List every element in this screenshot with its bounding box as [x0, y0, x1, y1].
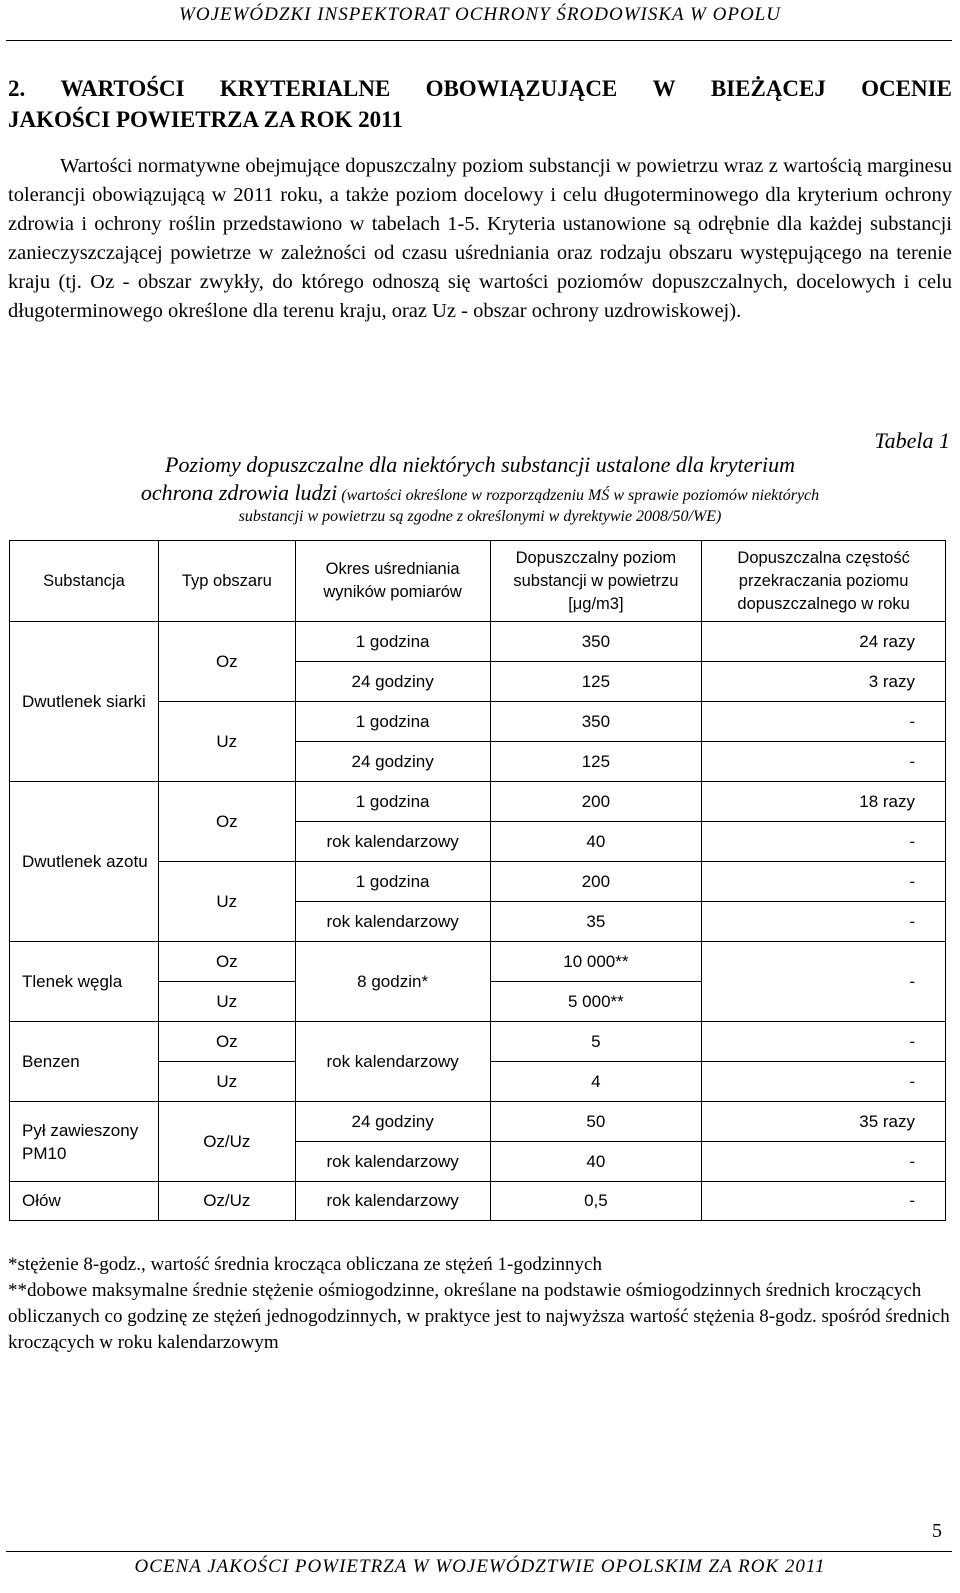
cell-level: 4 [490, 1062, 702, 1102]
cell-level: 35 [490, 902, 702, 942]
cell-period: 24 godziny [295, 742, 490, 782]
header-level-line1: Dopuszczalny poziom [515, 548, 677, 567]
header-level-unit: [μg/m3] [568, 594, 624, 613]
cell-area: Oz [158, 1022, 295, 1062]
section-title-line1 [8, 73, 952, 104]
header-substance: Substancja [10, 541, 159, 622]
cell-frequency: - [702, 822, 946, 862]
cell-level: 350 [490, 622, 702, 662]
limits-table [9, 540, 946, 1221]
title-word: 2. [8, 76, 26, 101]
cell-frequency: - [702, 702, 946, 742]
cell-period: 1 godzina [295, 862, 490, 902]
cell-level: 350 [490, 702, 702, 742]
header-period: Okres uśredniania wyników pomiarów [295, 541, 490, 622]
cell-frequency: - [702, 862, 946, 902]
cell-period: 1 godzina [295, 622, 490, 662]
cell-area: Oz [158, 942, 295, 982]
header-frequency: Dopuszczalna częstość przekraczania poziomu dopuszczalnego w roku [702, 541, 946, 622]
cell-level: 125 [490, 742, 702, 782]
cell-substance: Benzen [10, 1022, 159, 1102]
cell-period: 24 godziny [295, 662, 490, 702]
cell-area: Oz/Uz [158, 1182, 295, 1221]
cell-period: rok kalendarzowy [295, 822, 490, 862]
title-word: KRYTERIALNE [219, 76, 391, 101]
cell-area: Oz [158, 622, 295, 702]
table-row [10, 1182, 946, 1221]
cell-level: 0,5 [490, 1182, 702, 1221]
cell-area: Uz [158, 702, 295, 782]
title-word: W [652, 76, 676, 101]
cell-period: 1 godzina [295, 702, 490, 742]
table-row [10, 782, 946, 822]
cell-frequency: 24 razy [702, 622, 946, 662]
cell-period: rok kalendarzowy [295, 1182, 490, 1221]
cell-frequency: - [702, 902, 946, 942]
caption-note: (wartości określone w rozporządzeniu MŚ w sprawie poziomów niektórych [341, 487, 820, 504]
title-word: OBOWIĄZUJĄCE [425, 76, 618, 101]
cell-substance: Dwutlenek siarki [10, 622, 159, 782]
cell-frequency: - [702, 742, 946, 782]
table-caption-line2 [0, 480, 960, 506]
cell-period: 8 godzin* [295, 942, 490, 1022]
cell-area: Uz [158, 1062, 295, 1102]
section-title-line2: JAKOŚCI POWIETRZA ZA ROK 2011 [8, 107, 403, 132]
table-row [10, 1022, 946, 1062]
header-level-line2: substancji w powietrzu [513, 571, 679, 590]
cell-level: 40 [490, 1142, 702, 1182]
cell-frequency: 3 razy [702, 662, 946, 702]
table-caption-line1: Poziomy dopuszczalne dla niektórych substancji ustalone dla kryterium [165, 452, 795, 477]
footer-rule [6, 1551, 952, 1552]
title-word: WARTOŚCI [60, 76, 185, 101]
cell-level: 50 [490, 1102, 702, 1142]
cell-period: 24 godziny [295, 1102, 490, 1142]
cell-substance: Pył zawieszony PM10 [10, 1102, 159, 1182]
cell-area: Oz/Uz [158, 1102, 295, 1182]
title-word: OCENIE [861, 76, 952, 101]
table-label: Tabela 1 [874, 428, 950, 453]
table-row [10, 942, 946, 982]
running-footer: OCENA JAKOŚCI POWIETRZA W WOJEWÓDZTWIE OPOLSKIM ZA ROK 2011 [134, 1556, 826, 1577]
header-level [490, 541, 702, 622]
caption-main: ochrona zdrowia ludzi [140, 480, 338, 505]
table-header-row [10, 541, 946, 622]
footnote-2: **dobowe maksymalne średnie stężenie ośmiogodzinne, określane na podstawie ośmiogodzinnych średnich kroczących obliczanych co godzinę ze stężeń jednogodzinnych, w praktyce jest to najwyższa wartość stężenia 8-godz. spośród średnich kroczących w roku kalendarzowym [8, 1280, 950, 1353]
cell-substance: Tlenek węgla [10, 942, 159, 1022]
cell-frequency: - [702, 1182, 946, 1221]
table-row [10, 1102, 946, 1142]
cell-area: Uz [158, 862, 295, 942]
title-word: BIEŻĄCEJ [710, 76, 826, 101]
cell-frequency: - [702, 1142, 946, 1182]
cell-level: 10 000** [490, 942, 702, 982]
cell-level: 200 [490, 862, 702, 902]
cell-period: rok kalendarzowy [295, 902, 490, 942]
cell-level: 125 [490, 662, 702, 702]
table-caption-line3: substancji w powietrzu są zgodne z określonymi w dyrektywie 2008/50/WE) [238, 508, 722, 525]
cell-frequency: - [702, 942, 946, 1022]
cell-period: 1 godzina [295, 782, 490, 822]
intro-paragraph [8, 152, 952, 326]
footnote-1: *stężenie 8-godz., wartość średnia krocząca obliczana ze stężeń 1-godzinnych [8, 1254, 602, 1275]
cell-substance: Dwutlenek azotu [10, 782, 159, 942]
cell-substance: Ołów [10, 1182, 159, 1221]
cell-area: Uz [158, 982, 295, 1022]
page-number: 5 [932, 1520, 942, 1542]
cell-frequency: - [702, 1022, 946, 1062]
header-rule [6, 40, 952, 41]
running-header: WOJEWÓDZKI INSPEKTORAT OCHRONY ŚRODOWISKA W OPOLU [179, 4, 781, 25]
cell-level: 200 [490, 782, 702, 822]
intro-text: Wartości normatywne obejmujące dopuszczalny poziom substancji w powietrzu wraz z wartością marginesu tolerancji obowiązującą w 2011 roku, a także poziom docelowy i celu długoterminowego dla kryterium ochrony zdrowia i ochrony roślin przedstawiono w tabelach 1-5. Kryteria ustanowione są odrębnie dla każdej substancji zanieczyszczającej powietrze w zależności od czasu uśredniania oraz rodzaju obszaru występującego na terenie kraju (tj. Oz - obszar zwykły, do którego odnoszą się wartości poziomów dopuszczalnych, docelowych i celu długoterminowego określone dla terenu kraju, oraz Uz - obszar ochrony uzdrowiskowej). [8, 155, 952, 322]
cell-area: Oz [158, 782, 295, 862]
cell-level: 5 000** [490, 982, 702, 1022]
cell-period: rok kalendarzowy [295, 1022, 490, 1102]
table-row [10, 622, 946, 662]
footnotes [8, 1252, 952, 1356]
cell-frequency: - [702, 1062, 946, 1102]
cell-level: 40 [490, 822, 702, 862]
cell-frequency: 35 razy [702, 1102, 946, 1142]
header-area: Typ obszaru [158, 541, 295, 622]
cell-level: 5 [490, 1022, 702, 1062]
section-title [8, 73, 952, 135]
cell-frequency: 18 razy [702, 782, 946, 822]
cell-period: rok kalendarzowy [295, 1142, 490, 1182]
